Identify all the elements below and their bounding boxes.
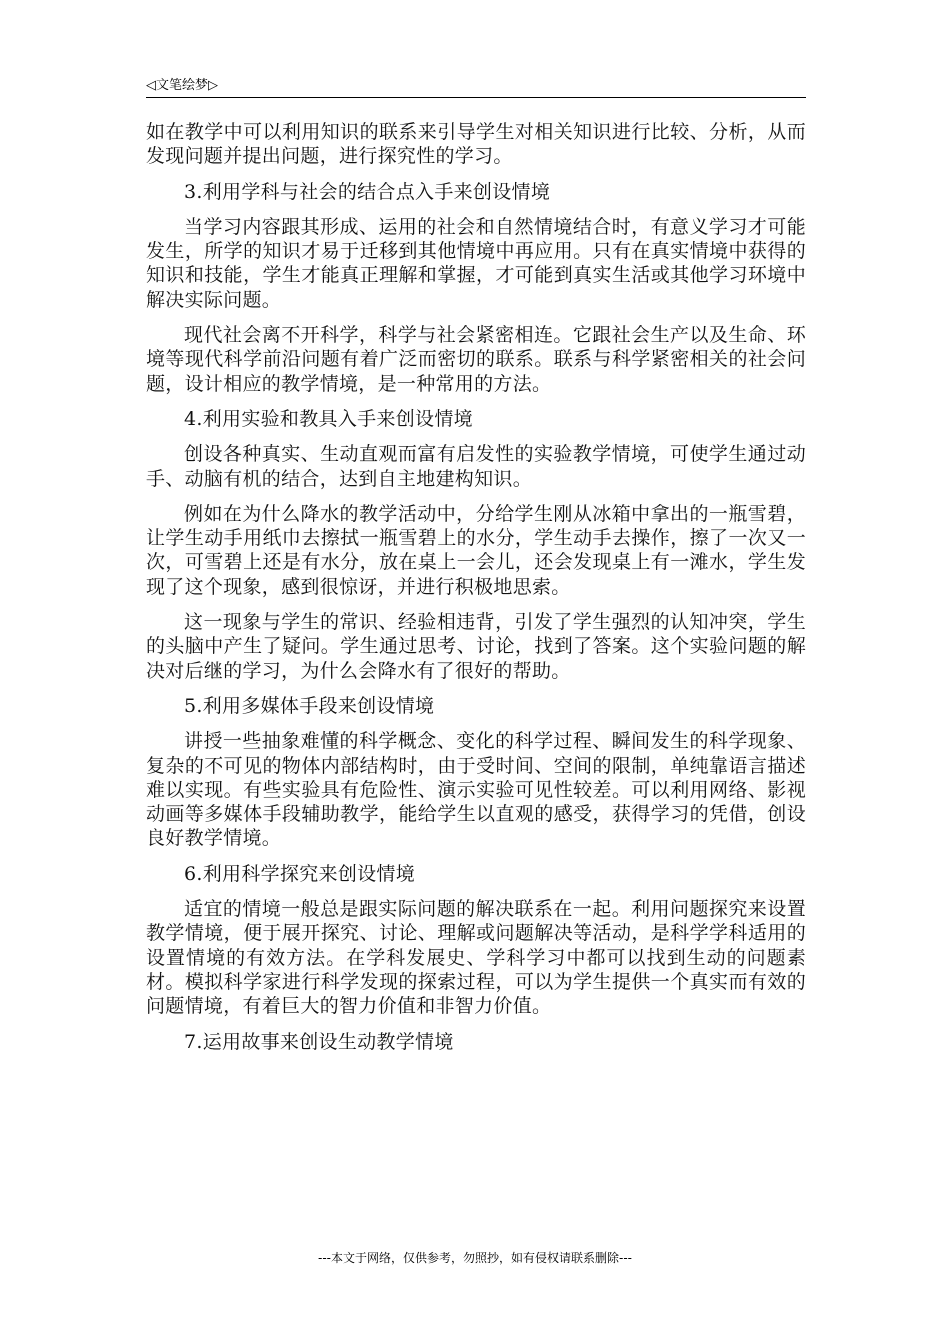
section-heading: 4.利用实验和教具入手来创设情境: [184, 407, 473, 430]
section-heading: 5.利用多媒体手段来创设情境: [184, 694, 435, 717]
document-body: [146, 120, 806, 1065]
paragraph: 创设各种真实、生动直观而富有启发性的实验教学情境，可使学生通过动手、动脑有机的结合，达到自主地建构知识。: [146, 443, 806, 490]
paragraph: 讲授一些抽象难懂的科学概念、变化的科学过程、瞬间发生的科学现象、复杂的不可见的物体内部结构时，由于受时间、空间的限制，单纯靠语言描述难以实现。有些实验具有危险性、演示实验可见性较差。可以利用网络、影视动画等多媒体手段辅助教学，能给学生以直观的感受，获得学习的凭借，创设良好教学情境。: [146, 730, 806, 850]
section-heading: 7.运用故事来创设生动教学情境: [184, 1030, 454, 1053]
paragraph: 这一现象与学生的常识、经验相违背，引发了学生强烈的认知冲突，学生的头脑中产生了疑问。学生通过思考、讨论，找到了答案。这个实验问题的解决对后继的学习，为什么会降水有了很好的帮助。: [146, 611, 806, 682]
paragraph: 当学习内容跟其形成、运用的社会和自然情境结合时，有意义学习才可能发生，所学的知识才易于迁移到其他情境中再应用。只有在真实情境中获得的知识和技能，学生才能真正理解和掌握，才可能到真实生活或其他学习环境中解决实际问题。: [146, 215, 806, 311]
section-heading: 3.利用学科与社会的结合点入手来创设情境: [184, 180, 551, 203]
section-heading: 6.利用科学探究来创设情境: [184, 862, 416, 885]
header-brand: ◁文笔绘梦▷: [146, 78, 218, 93]
paragraph: 例如在为什么降水的教学活动中，分给学生刚从冰箱中拿出的一瓶雪碧，让学生动手用纸巾去擦拭一瓶雪碧上的水分，学生动手去操作，擦了一次又一次，可雪碧上还是有水分，放在桌上一会儿，还会发现桌上有一滩水，学生发现了这个现象，感到很惊讶，并进行积极地思索。: [146, 502, 806, 598]
footer-disclaimer: ---本文于网络，仅供参考，勿照抄，如有侵权请联系删除---: [318, 1251, 632, 1265]
paragraph: 现代社会离不开科学，科学与社会紧密相连。它跟社会生产以及生命、环境等现代科学前沿问题有着广泛而密切的联系。联系与科学紧密相关的社会问题，设计相应的教学情境，是一种常用的方法。: [146, 324, 806, 395]
paragraph-continued: 如在教学中可以利用知识的联系来引导学生对相关知识进行比较、分析，从而发现问题并提出问题，进行探究性的学习。: [146, 121, 806, 168]
page-footer: [0, 1249, 950, 1266]
page-header: [146, 75, 806, 98]
paragraph: 适宜的情境一般总是跟实际问题的解决联系在一起。利用问题探究来设置教学情境，便于展开探究、讨论、理解或问题解决等活动，是科学学科适用的设置情境的有效方法。在学科发展史、学科学习中都可以找到生动的问题素材。模拟科学家进行科学发现的探索过程，可以为学生提供一个真实而有效的问题情境，有着巨大的智力价值和非智力价值。: [146, 898, 806, 1018]
